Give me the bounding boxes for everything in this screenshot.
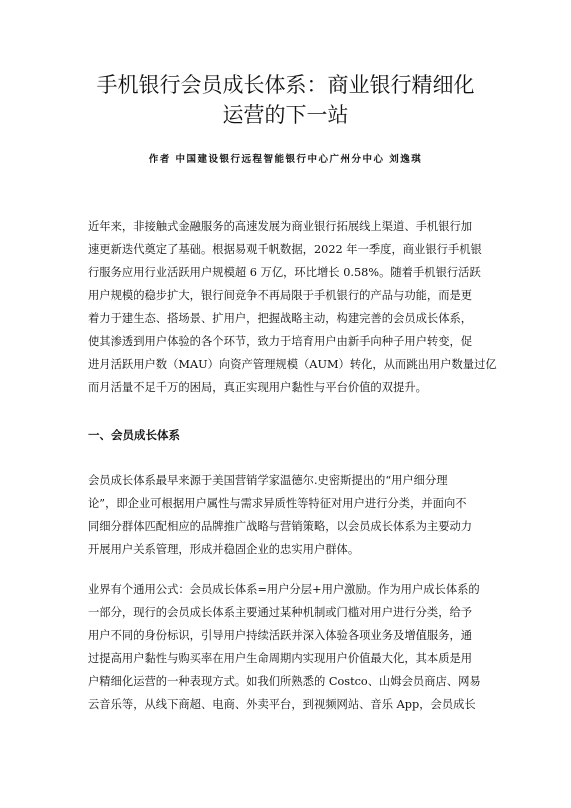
paragraph-line: 同细分群体匹配相应的品牌推广战略与营销策略，以会员成长体系为主要动力 <box>88 520 473 533</box>
paragraph-line: 速更新迭代奠定了基础。根据易观千帆数据，2022 年一季度，商业银行手机银 <box>88 243 482 256</box>
paragraph-line: 会员成长体系最早来源于美国营销学家温德尔.史密斯提出的“用户细分理 <box>88 474 448 487</box>
paragraph-line: 云音乐等，从线下商超、电商、外卖平台，到视频网站、音乐 App，会员成长 <box>88 698 476 711</box>
author-byline: 作者 中国建设银行远程智能银行中心广州分中心 刘逸琪 <box>148 154 423 165</box>
title-line-2: 运营的下一站 <box>222 103 349 127</box>
paragraph-line: 而月活量不足千万的困局，真正实现用户黏性与平台价值的双提升。 <box>88 381 427 394</box>
paragraph-line: 业界有个通用公式：会员成长体系=用户分层+用户激励。作为用户成长体系的 <box>88 583 480 596</box>
paragraph-line: 进月活跃用户数（MAU）向资产管理规模（AUM）转化，从而跳出用户数量过亿 <box>88 358 497 371</box>
paragraph-line: 户精细化运营的一种表现方式。如我们所熟悉的 Costco、山姆会员商店、网易 <box>88 675 481 688</box>
paragraph-line: 论”，即企业可根据用户属性与需求异质性等特征对用户进行分类，并面向不 <box>88 497 467 510</box>
paragraph-line: 近年来，非接触式金融服务的高速发展为商业银行拓展线上渠道、手机银行加 <box>88 220 473 233</box>
paragraph-line: 行服务应用行业活跃用户规模超 6 万亿，环比增长 0.58%。随着手机银行活跃 <box>88 266 481 279</box>
paragraph-line: 着力于建生态、搭场景、扩用户，把握战略主动，构建完善的会员成长体系， <box>88 312 473 325</box>
title-line-1: 手机银行会员成长体系：商业银行精细化 <box>96 73 475 97</box>
paragraph-line: 过提高用户黏性与购买率在用户生命周期内实现用户价值最大化，其本质是用 <box>88 652 473 665</box>
paragraph-line: 用户不同的身份标识，引导用户持续活跃并深入体验各项业务及增值服务，通 <box>88 629 473 642</box>
section-heading: 一、会员成长体系 <box>88 428 180 442</box>
paragraph-line: 用户规模的稳步扩大，银行间竞争不再局限于手机银行的产品与功能，而是更 <box>88 289 473 302</box>
paragraph-line: 使其渗透到用户体验的各个环节，致力于培育用户由新手向种子用户转变，促 <box>88 335 473 348</box>
paragraph-line: 一部分，现行的会员成长体系主要通过某种机制或门槛对用户进行分类，给予 <box>88 606 473 619</box>
paragraph-line: 开展用户关系管理，形成并稳固企业的忠实用户群体。 <box>88 543 360 556</box>
